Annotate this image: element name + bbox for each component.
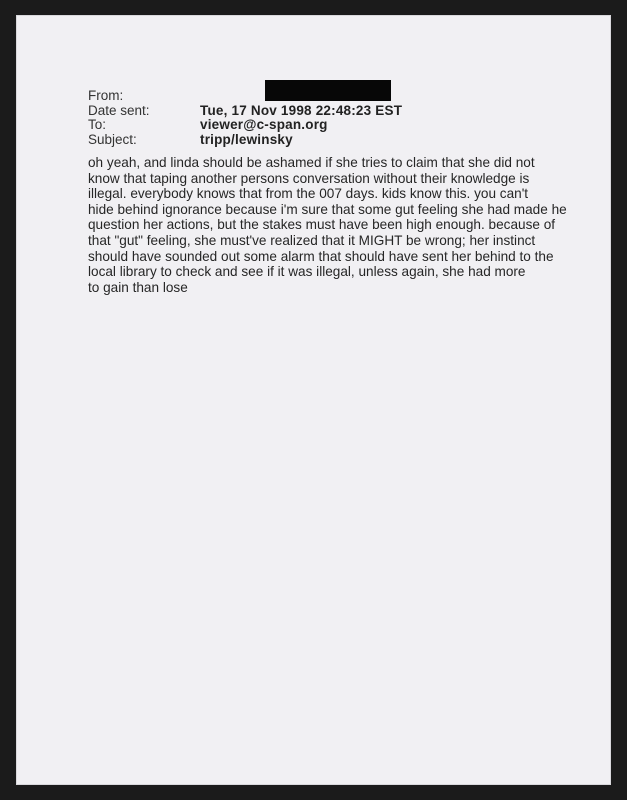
body-line: illegal. everybody knows that from the 007 days. kids know this. you can't	[88, 186, 529, 202]
subject-value: tripp/lewinsky	[200, 131, 293, 147]
subject-row	[88, 133, 568, 148]
body-line: that "gut" feeling, she must've realized that it MIGHT be wrong; her instinct	[88, 232, 536, 248]
document-page	[16, 15, 611, 785]
body-line: oh yeah, and linda should be ashamed if she tries to claim that she did not	[88, 155, 535, 170]
body-line: local library to check and see if it was illegal, unless again, she had more	[88, 264, 526, 280]
date-sent-label: Date sent:	[88, 102, 150, 118]
subject-label: Subject:	[88, 131, 137, 147]
redaction-bar	[265, 80, 391, 101]
body-line: hide behind ignorance because i'm sure that some gut feeling she had made he	[88, 201, 567, 217]
body-line: question her actions, but the stakes must have been high enough. because of	[88, 217, 556, 233]
to-label: To:	[88, 117, 107, 132]
date-sent-value: Tue, 17 Nov 1998 22:48:23 EST	[200, 102, 403, 118]
body-line: to gain than lose	[88, 279, 188, 295]
to-value: viewer@c-span.org	[200, 117, 328, 132]
body-line: know that taping another persons conversation without their knowledge is	[88, 170, 530, 186]
email-header	[88, 89, 568, 147]
from-label: From:	[88, 88, 124, 103]
email-body	[88, 155, 608, 295]
date-sent-row	[88, 104, 568, 119]
body-line: should have sounded out some alarm that should have sent her behind to the	[88, 248, 554, 264]
to-row	[88, 118, 568, 133]
